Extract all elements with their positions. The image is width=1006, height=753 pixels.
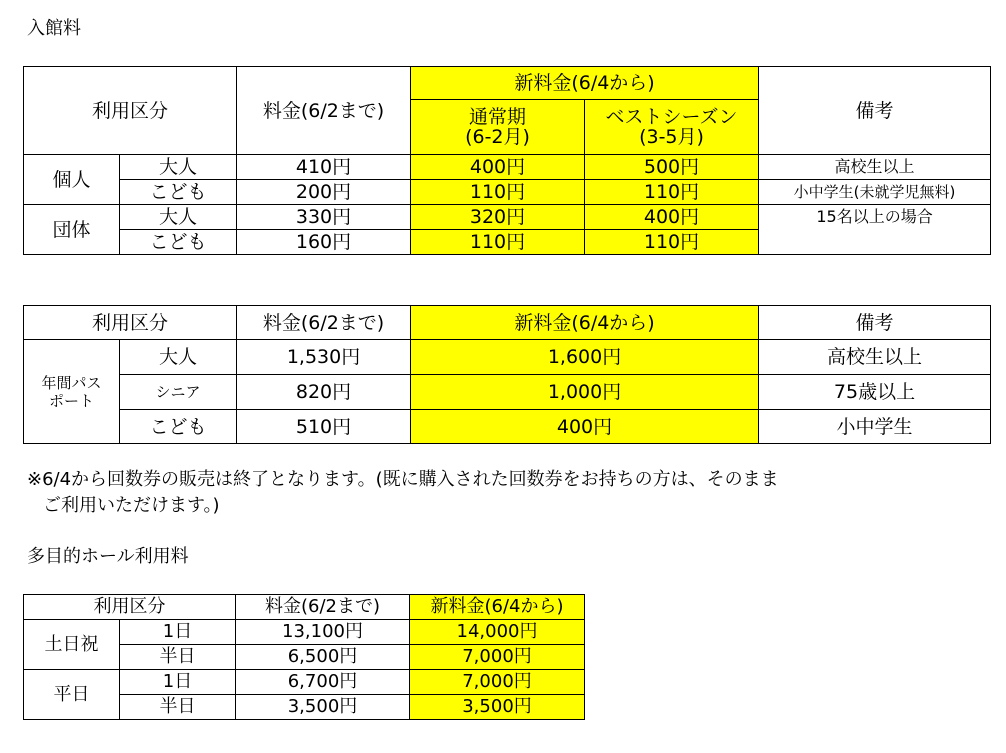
old-price-cell: 410円 <box>237 155 411 180</box>
best-price-cell: 110円 <box>585 180 759 205</box>
row-type: 半日 <box>120 645 236 670</box>
old-price-cell: 6,700円 <box>236 670 410 695</box>
admission-section-title: 入館料 <box>27 18 81 39</box>
group-organization: 団体 <box>24 205 120 255</box>
remark-cell: 小中学生(未就学児無料) <box>759 180 991 205</box>
header-category: 利用区分 <box>24 67 237 155</box>
coupon-note-line1: ※6/4から回数券の販売は終了となります。(既に購入された回数券をお持ちの方は、そのまま <box>27 469 779 490</box>
header-category: 利用区分 <box>24 595 236 620</box>
old-price-cell: 6,500円 <box>236 645 410 670</box>
old-price-cell: 13,100円 <box>236 620 410 645</box>
admission-fee-table <box>23 66 991 255</box>
old-price-cell: 330円 <box>237 205 411 230</box>
regular-period-range: (6-2月) <box>465 126 530 148</box>
annual-pass-line1: 年間パス <box>41 373 102 392</box>
header-regular-period <box>411 100 585 155</box>
regular-price-cell: 110円 <box>411 230 585 255</box>
header-remarks: 備考 <box>759 306 991 340</box>
group-annual-passport <box>24 340 120 444</box>
remark-cell: 高校生以上 <box>759 155 991 180</box>
regular-period-label: 通常期 <box>469 106 527 128</box>
annual-pass-table <box>23 305 991 444</box>
header-old-price: 料金(6/2まで) <box>237 67 411 155</box>
header-remarks: 備考 <box>759 67 991 155</box>
row-type: シニア <box>120 375 237 410</box>
new-price-cell: 1,600円 <box>411 340 759 375</box>
hall-fee-table <box>23 594 585 720</box>
remark-cell: 75歳以上 <box>759 375 991 410</box>
regular-price-cell: 400円 <box>411 155 585 180</box>
new-price-cell: 7,000円 <box>410 670 585 695</box>
new-price-cell: 14,000円 <box>410 620 585 645</box>
old-price-cell: 1,530円 <box>237 340 411 375</box>
header-best-season <box>585 100 759 155</box>
row-type: 大人 <box>120 205 237 230</box>
best-season-label: ベストシーズン <box>605 106 738 128</box>
old-price-cell: 200円 <box>237 180 411 205</box>
header-category: 利用区分 <box>24 306 237 340</box>
row-type: こども <box>120 410 237 444</box>
new-price-cell: 7,000円 <box>410 645 585 670</box>
new-price-cell: 3,500円 <box>410 695 585 720</box>
remark-cell: 高校生以上 <box>759 340 991 375</box>
header-new-price: 新料金(6/4から) <box>410 595 585 620</box>
remark-cell-group: 15名以上の場合 <box>759 205 991 255</box>
row-type: 半日 <box>120 695 236 720</box>
old-price-cell: 160円 <box>237 230 411 255</box>
row-type: こども <box>120 180 237 205</box>
header-old-price: 料金(6/2まで) <box>237 306 411 340</box>
old-price-cell: 820円 <box>237 375 411 410</box>
best-price-cell: 400円 <box>585 205 759 230</box>
header-new-price: 新料金(6/4から) <box>411 67 759 100</box>
hall-section-title: 多目的ホール利用料 <box>27 546 189 567</box>
group-individual: 個人 <box>24 155 120 205</box>
old-price-cell: 3,500円 <box>236 695 410 720</box>
best-season-range: (3-5月) <box>639 126 704 148</box>
row-type: 大人 <box>120 340 237 375</box>
header-new-price: 新料金(6/4から) <box>411 306 759 340</box>
best-price-cell: 500円 <box>585 155 759 180</box>
new-price-cell: 1,000円 <box>411 375 759 410</box>
best-price-cell: 110円 <box>585 230 759 255</box>
row-type: 1日 <box>120 620 236 645</box>
old-price-cell: 510円 <box>237 410 411 444</box>
row-type: 大人 <box>120 155 237 180</box>
coupon-note-line2: ご利用いただけます。) <box>43 495 220 516</box>
new-price-cell: 400円 <box>411 410 759 444</box>
remark-cell: 小中学生 <box>759 410 991 444</box>
row-type: 1日 <box>120 670 236 695</box>
row-type: こども <box>120 230 237 255</box>
regular-price-cell: 320円 <box>411 205 585 230</box>
group-weekday: 平日 <box>24 670 120 720</box>
group-weekend-holiday: 土日祝 <box>24 620 120 670</box>
regular-price-cell: 110円 <box>411 180 585 205</box>
annual-pass-line2: ポート <box>48 391 94 410</box>
header-old-price: 料金(6/2まで) <box>236 595 410 620</box>
